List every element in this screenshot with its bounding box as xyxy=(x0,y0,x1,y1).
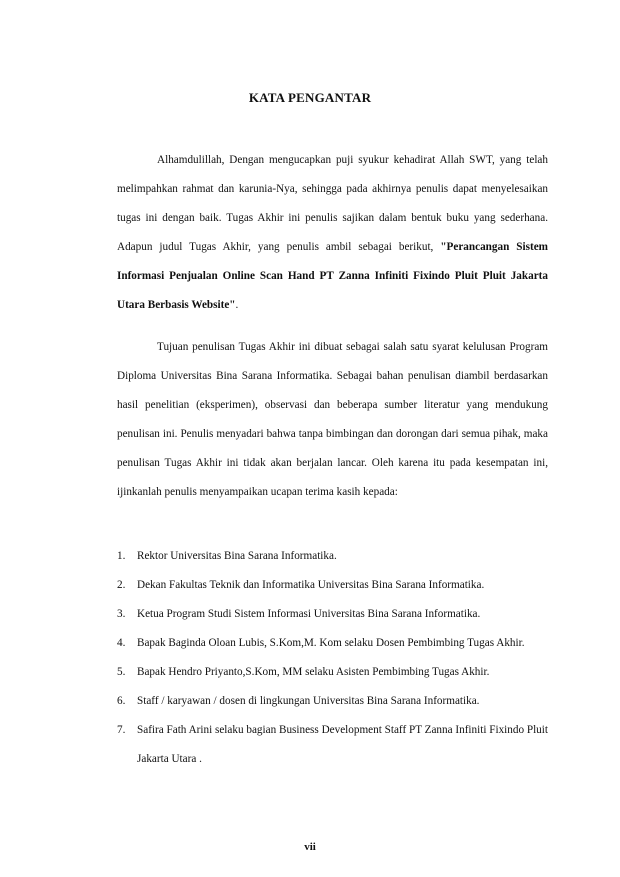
list-item-number: 2. xyxy=(117,579,126,591)
list-item-text: Staff / karyawan / dosen di lingkungan Universitas Bina Sarana Informatika. xyxy=(137,695,480,707)
list-item xyxy=(117,658,548,687)
list-item-number: 6. xyxy=(117,695,126,707)
list-item-text: Ketua Program Studi Sistem Informasi Universitas Bina Sarana Informatika. xyxy=(137,608,481,620)
list-item-text: Rektor Universitas Bina Sarana Informatika. xyxy=(137,550,337,562)
list-item xyxy=(117,629,548,658)
paragraph-purpose: Tujuan penulisan Tugas Akhir ini dibuat sebagai salah satu syarat kelulusan Program Diploma Universitas Bina Sarana Informatika. Sebagai bahan penulisan diambil berdasarkan hasil penelitian (eksperimen), observasi dan beberapa sumber literatur yang mendukung penulisan ini. Penulis menyadari bahwa tanpa bimbingan dan dorongan dari semua pihak, maka penulisan Tugas Akhir ini tidak akan berjalan lancar. Oleh karena itu pada kesempatan ini, ijinkanlah penulis menyampaikan ucapan terima kasih kepada: xyxy=(117,341,548,498)
list-item-number: 5. xyxy=(117,666,126,678)
list-item-number: 4. xyxy=(117,637,126,649)
thesis-title-quote: "Perancangan Sistem Informasi Penjualan Online Scan Hand PT Zanna Infiniti Fixindo Pluit Pluit Jakarta Utara Berbasis Website" xyxy=(117,241,548,311)
list-item-number: 3. xyxy=(117,608,126,620)
page-number: vii xyxy=(304,841,316,853)
paragraph-intro-text: Alhamdulillah, Dengan mengucapkan puji syukur kehadirat Allah SWT, yang telah melimpahkan rahmat dan karunia-Nya, sehingga pada akhirnya penulis dapat menyelesaikan tugas ini dengan baik. Tugas Akhir ini penulis sajikan dalam bentuk buku yang sederhana. Adapun judul Tugas Akhir, yang penulis ambil sebagai berikut, xyxy=(117,154,548,253)
list-item-text: Dekan Fakultas Teknik dan Informatika Universitas Bina Sarana Informatika. xyxy=(137,579,485,591)
list-item-text: Bapak Hendro Priyanto,S.Kom, MM selaku Asisten Pembimbing Tugas Akhir. xyxy=(137,666,490,678)
list-item xyxy=(117,542,548,571)
list-item xyxy=(117,687,548,716)
list-item xyxy=(117,571,548,600)
page-title: KATA PENGANTAR xyxy=(248,90,372,105)
acknowledgement-list xyxy=(117,542,548,774)
list-item xyxy=(117,600,548,629)
list-item-text: Bapak Baginda Oloan Lubis, S.Kom,M. Kom selaku Dosen Pembimbing Tugas Akhir. xyxy=(137,637,525,649)
list-item-text: Safira Fath Arini selaku bagian Business Development Staff PT Zanna Infiniti Fixindo Pluit Jakarta Utara . xyxy=(137,724,548,765)
paragraph-intro xyxy=(117,146,548,320)
list-item xyxy=(117,716,548,774)
list-item-number: 1. xyxy=(117,550,126,562)
paragraph-intro-end: . xyxy=(235,299,239,311)
list-item-number: 7. xyxy=(117,724,126,736)
